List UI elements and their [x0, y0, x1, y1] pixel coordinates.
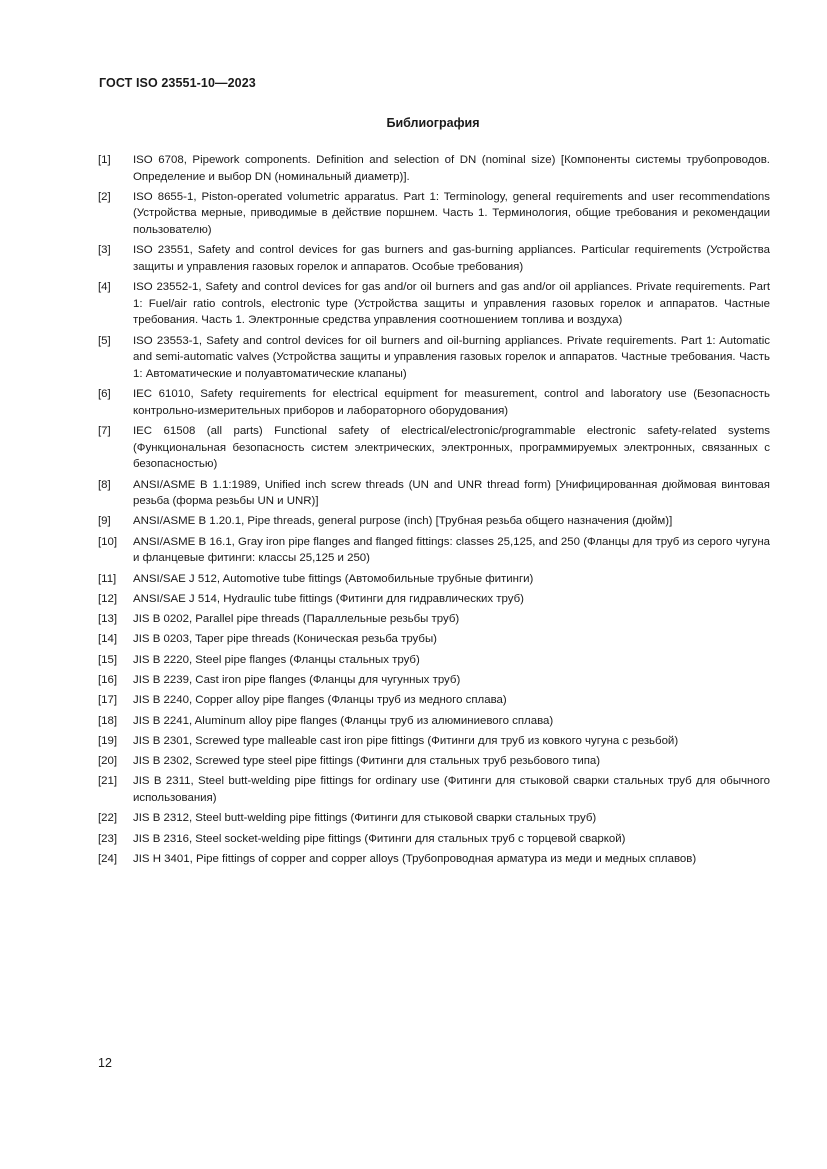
- entry-text: JIS B 2312, Steel butt-welding pipe fittings (Фитинги для стыковой сварки стальных труб): [133, 812, 597, 825]
- entry-number: [14]: [98, 633, 118, 646]
- bibliography-entry: [98, 534, 770, 567]
- bibliography-entry: [98, 279, 770, 329]
- document-header-code: ГОСТ ISO 23551-10—2023: [99, 76, 256, 90]
- entry-text: ISO 23551, Safety and control devices for gas burners and gas-burning appliances. Particular requirements (Устройства защиты и управления газовых горелок и аппаратов. Особые требования): [133, 244, 770, 273]
- entry-number: [22]: [98, 812, 118, 825]
- entry-text: ISO 23552-1, Safety and control devices for gas and/or oil burners and gas and/or oil appliances. Private requirements. Part 1: Fuel/air ratio controls, electronic type (Устройства защиты и управления газовых горелок и аппаратов. Частные требования. Часть 1. Электронные средства управления соотношением топлива и воздуха): [133, 281, 770, 327]
- entry-number: [9]: [98, 515, 111, 528]
- entry-text: JIS B 2220, Steel pipe flanges (Фланцы стальных труб): [133, 653, 420, 666]
- entry-text: JIS B 0203, Taper pipe threads (Коническая резьба трубы): [133, 633, 437, 646]
- entry-text: ANSI/ASME B 1.1:1989, Unified inch screw threads (UN and UNR thread form) [Унифицированная дюймовая винтовая резьба (форма резьбы UN и UNR)]: [133, 478, 770, 508]
- bibliography-title: Библиография: [386, 116, 480, 130]
- bibliography-entry: [98, 386, 770, 419]
- bibliography-entry: [98, 773, 770, 806]
- entry-text: JIS B 2241, Aluminum alloy pipe flanges (Фланцы труб из алюминиевого сплава): [133, 714, 554, 727]
- entry-number: [13]: [98, 613, 118, 626]
- bibliography-entry: [98, 692, 770, 709]
- entry-number: [19]: [98, 734, 118, 747]
- entry-text: JIS B 2311, Steel butt-welding pipe fittings for ordinary use (Фитинги для стыковой сварки стальных труб для обычного использования): [133, 775, 770, 804]
- entry-number: [11]: [98, 572, 117, 585]
- entry-text: ANSI/SAE J 512, Automotive tube fittings (Автомобильные трубные фитинги): [133, 572, 534, 585]
- bibliography-entry: [98, 189, 770, 239]
- entry-text: JIS B 2239, Cast iron pipe flanges (Фланцы для чугунных труб): [133, 673, 461, 686]
- entry-number: [4]: [98, 281, 111, 294]
- bibliography-entry: [98, 851, 770, 868]
- entry-text: JIS B 2301, Screwed type malleable cast iron pipe fittings (Фитинги для труб из ковкого чугуна с резьбой): [133, 734, 679, 747]
- entry-text: ISO 8655-1, Piston-operated volumetric apparatus. Part 1: Terminology, general requirements and user recommendations (Устройства мерные, приводимые в действие поршнем. Часть 1. Терминология, общие требования и рекомендации пользователю): [133, 190, 770, 237]
- bibliography-entry: [98, 477, 770, 510]
- bibliography-list: [98, 152, 770, 871]
- entry-number: [10]: [98, 535, 118, 548]
- entry-number: [23]: [98, 832, 118, 845]
- entry-number: [15]: [98, 653, 118, 666]
- entry-number: [3]: [98, 244, 111, 257]
- bibliography-entry: [98, 591, 770, 608]
- bibliography-entry: [98, 753, 770, 770]
- bibliography-entry: [98, 571, 770, 588]
- entry-text: ISO 6708, Pipework components. Definition and selection of DN (nominal size) [Компоненты системы трубопроводов. Определение и выбор DN (номинальный диаметр)].: [133, 154, 770, 183]
- bibliography-entry: [98, 423, 770, 473]
- bibliography-entry: [98, 733, 770, 750]
- entry-text: JIS B 2240, Copper alloy pipe flanges (Фланцы труб из медного сплава): [133, 694, 507, 707]
- entry-text: JIS B 2302, Screwed type steel pipe fittings (Фитинги для стальных труб резьбового типа): [133, 755, 601, 768]
- entry-text: IEC 61508 (all parts) Functional safety of electrical/electronic/programmable electronic safety-related systems (Функциональная безопасность систем электрических, электронных, программируемых электронных, связанных с безопасностью): [133, 425, 770, 471]
- bibliography-entry: [98, 611, 770, 628]
- bibliography-entry: [98, 810, 770, 827]
- entry-text: ISO 23553-1, Safety and control devices for oil burners and oil-burning appliances. Private requirements. Part 1: Automatic and semi-automatic valves (Устройства защиты и управления газовых горелок и аппаратов. Частные требования. Часть 1: Автоматические и полуавтоматические клапаны): [133, 334, 770, 380]
- entry-number: [5]: [98, 334, 111, 347]
- entry-number: [12]: [98, 592, 118, 605]
- bibliography-entry: [98, 831, 770, 848]
- bibliography-entry: [98, 672, 770, 689]
- bibliography-entry: [98, 631, 770, 648]
- entry-text: ANSI/ASME B 16.1, Gray iron pipe flanges and flanged fittings: classes 25,125, and 250 (Фланцы для труб из серого чугуна и фланцевые фитинги: классы 25,125 и 250): [133, 535, 770, 565]
- entry-text: ANSI/SAE J 514, Hydraulic tube fittings (Фитинги для гидравлических труб): [133, 592, 524, 605]
- entry-number: [2]: [98, 190, 111, 203]
- bibliography-entry: [98, 242, 770, 275]
- page-number: 12: [98, 1056, 112, 1070]
- bibliography-entry: [98, 713, 770, 730]
- bibliography-entry: [98, 652, 770, 669]
- bibliography-entry: [98, 152, 770, 185]
- entry-number: [24]: [98, 852, 118, 865]
- entry-number: [16]: [98, 673, 118, 686]
- entry-text: JIS B 2316, Steel socket-welding pipe fittings (Фитинги для стальных труб с торцевой сваркой): [133, 832, 626, 845]
- entry-text: JIS B 0202, Parallel pipe threads (Параллельные резьбы труб): [133, 613, 460, 626]
- entry-number: [20]: [98, 755, 118, 768]
- entry-number: [7]: [98, 425, 111, 438]
- entry-text: ANSI/ASME B 1.20.1, Pipe threads, general purpose (inch) [Трубная резьба общего назначения (дюйм)]: [133, 515, 673, 528]
- entry-number: [8]: [98, 478, 111, 491]
- entry-text: JIS H 3401, Pipe fittings of copper and copper alloys (Трубопроводная арматура из меди и медных сплавов): [133, 852, 697, 865]
- entry-text: IEC 61010, Safety requirements for electrical equipment for measurement, control and laboratory use (Безопасность контрольно-измерительных приборов и лабораторного оборудования): [133, 388, 770, 417]
- entry-number: [1]: [98, 154, 111, 166]
- entry-number: [17]: [98, 694, 118, 707]
- entry-number: [6]: [98, 388, 111, 401]
- bibliography-entry: [98, 513, 770, 530]
- entry-number: [21]: [98, 775, 118, 788]
- entry-number: [18]: [98, 714, 118, 727]
- bibliography-entry: [98, 333, 770, 383]
